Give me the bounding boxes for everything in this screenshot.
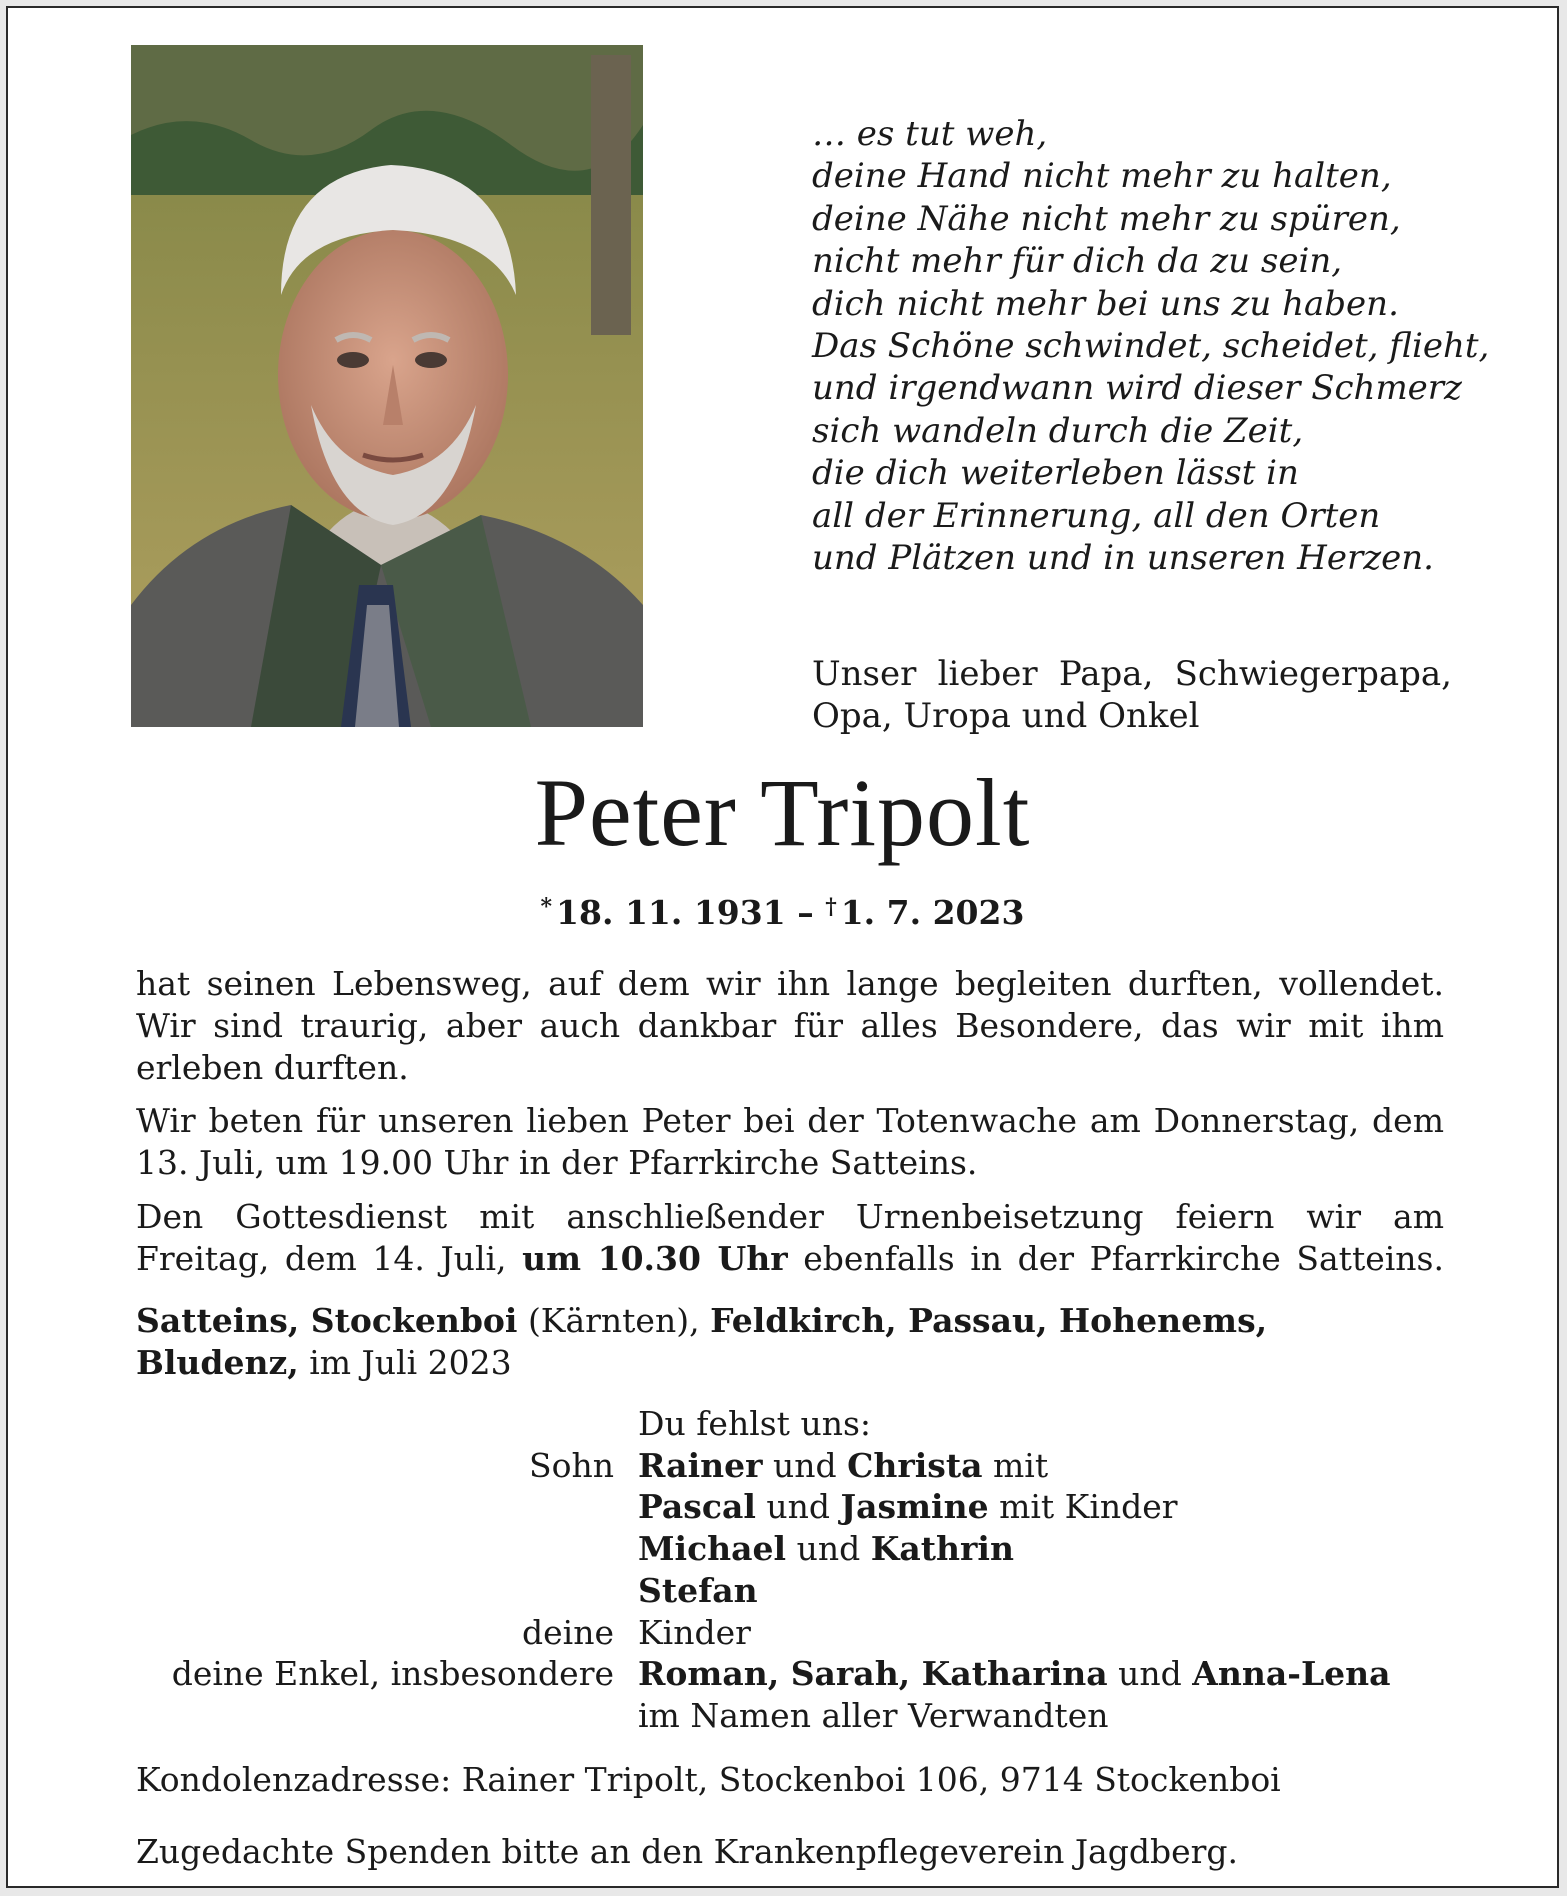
text-line: 13. Juli, um 19.00 Uhr in der Pfarrkirche Satteins. [136, 1143, 978, 1182]
poem-line: deine Nähe nicht mehr zu spüren, [812, 198, 1401, 239]
relation-value: Kinder [638, 1612, 751, 1652]
conjunction: und [796, 1529, 861, 1569]
paragraph-vigil [136, 1100, 1444, 1184]
text-line: Wir beten für unseren lieben Peter bei der Totenwache am Donnerstag, dem [136, 1101, 1444, 1140]
service-time: um 10.30 Uhr [522, 1239, 788, 1278]
portrait-photo [131, 45, 643, 727]
text-line: erleben durften. [136, 1048, 409, 1087]
intro [812, 653, 1452, 737]
family-row [136, 1445, 1444, 1487]
family-name: Roman, Sarah, Katharina [638, 1654, 1108, 1694]
poem-line: sich wandeln durch die Zeit, [812, 410, 1304, 451]
death-mark: † [825, 894, 837, 920]
family-name: Stefan [638, 1570, 758, 1610]
conjunction: und [766, 1487, 831, 1527]
life-dates [8, 886, 1557, 934]
text-line: Wir sind traurig, aber auch dankbar für alles Besondere, das wir mit ihm [136, 1006, 1444, 1045]
relation-label: deine [522, 1612, 614, 1652]
deceased-name: Peter Tripolt [534, 759, 1031, 866]
intro-line-2: Opa, Uropa und Onkel [812, 696, 1200, 736]
place-region: (Kärnten), [527, 1301, 700, 1340]
intro-line-1: Unser lieber Papa, Schwiegerpapa, [812, 654, 1452, 694]
conjunction: und [772, 1445, 837, 1485]
conjunction: mit [993, 1445, 1049, 1485]
place-names: Satteins, Stockenboi [136, 1301, 518, 1340]
paragraph-service [136, 1196, 1444, 1280]
family-list [136, 1403, 1444, 1737]
family-row [136, 1486, 1444, 1528]
poem-line: … es tut weh, [812, 114, 1048, 154]
family-name: Jasmine [840, 1487, 989, 1527]
family-row [136, 1653, 1444, 1695]
birth-date: 18. 11. 1931 [556, 893, 786, 932]
poem [812, 113, 1512, 579]
text-line: Den Gottesdienst mit anschließender Urnenbeisetzung feiern wir am [136, 1197, 1444, 1236]
place-names: Bludenz, [136, 1343, 299, 1382]
family-name: Pascal [638, 1487, 756, 1527]
family-name: Christa [847, 1445, 983, 1485]
poem-line: Das Schöne schwindet, scheidet, flieht, [812, 326, 1490, 367]
poem-line: nicht mehr für dich da zu sein, [812, 241, 1343, 282]
conjunction: und [1118, 1654, 1182, 1694]
place-date: im Juli 2023 [309, 1343, 512, 1382]
birth-mark: * [540, 894, 553, 920]
relation-label: Sohn [529, 1445, 614, 1485]
text-line [136, 1238, 1444, 1280]
family-row [136, 1695, 1444, 1737]
obituary-page [6, 6, 1559, 1888]
family-row [136, 1612, 1444, 1654]
date-separator: – [797, 893, 814, 932]
paragraph-life [136, 963, 1444, 1089]
service-day: Freitag, dem 14. Juli, [136, 1239, 507, 1278]
family-name: Michael [638, 1529, 787, 1569]
place-names: Feldkirch, Passau, Hohenems, [710, 1301, 1268, 1340]
portrait-image [131, 45, 643, 727]
conjunction: mit Kinder [999, 1487, 1178, 1527]
family-row [136, 1570, 1444, 1612]
text-line: hat seinen Lebensweg, auf dem wir ihn lange begleiten durften, vollendet. [136, 964, 1444, 1003]
relatives-line: im Namen aller Verwandten [638, 1695, 1109, 1735]
poem-line: die dich weiterleben lässt in [812, 453, 1299, 494]
family-row [136, 1528, 1444, 1570]
places-line [136, 1300, 1444, 1384]
poem-line: und irgendwann wird dieser Schmerz [812, 368, 1462, 409]
poem-line: und Plätzen und in unseren Herzen. [812, 538, 1434, 579]
relation-label: deine Enkel, insbesondere [171, 1654, 614, 1694]
family-name: Anna-Lena [1192, 1654, 1391, 1694]
death-date: 1. 7. 2023 [840, 893, 1025, 932]
poem-line: all der Erinnerung, all den Orten [812, 495, 1381, 536]
service-location: ebenfalls in der Pfarrkirche Satteins. [803, 1239, 1444, 1278]
family-heading: Du fehlst uns: [638, 1404, 871, 1443]
donation-note: Zugedachte Spenden bitte an den Krankenpflegeverein Jagdberg. [136, 1832, 1239, 1871]
condolence-address: Kondolenzadresse: Rainer Tripolt, Stockenboi 106, 9714 Stockenboi [136, 1760, 1281, 1799]
poem-line: dich nicht mehr bei uns zu haben. [812, 283, 1399, 324]
family-name: Kathrin [870, 1529, 1014, 1569]
family-name: Rainer [638, 1445, 763, 1485]
poem-line: deine Hand nicht mehr zu halten, [812, 156, 1392, 197]
